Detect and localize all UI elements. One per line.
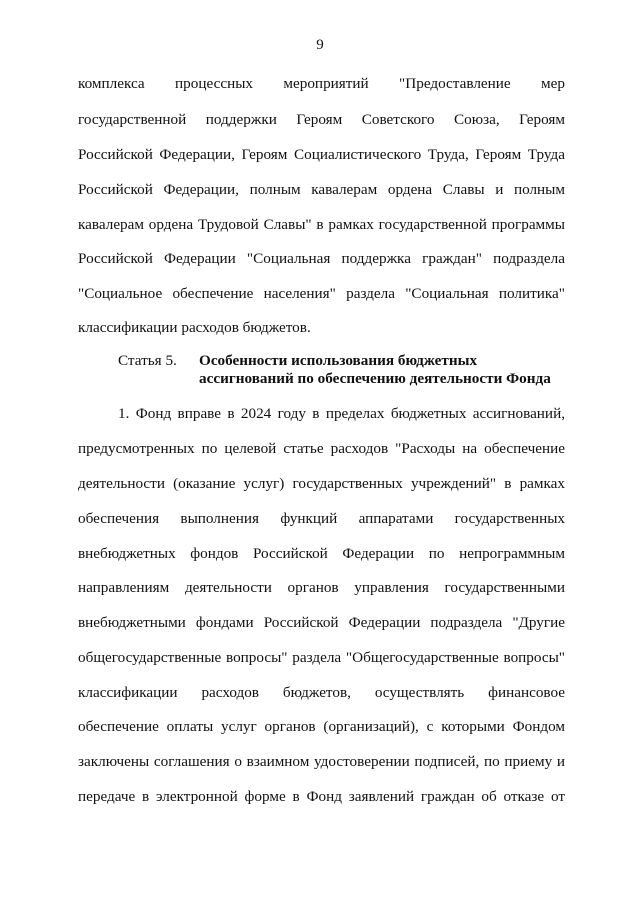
text-line: предусмотренных по целевой статье расходов "Расходы на обеспечение [78, 440, 565, 457]
text-line: направлениям деятельности органов управления государственными [78, 579, 565, 596]
page-number: 9 [316, 37, 324, 53]
article-title-line: ассигнований по обеспечению деятельности Фонда [199, 370, 551, 387]
text-line: комплекса процессных мероприятий "Предоставление мер [78, 75, 565, 92]
text-line: классификации расходов бюджетов, осуществлять финансовое [78, 684, 565, 701]
text-line: государственной поддержки Героям Советского Союза, Героям [78, 111, 565, 128]
text-line: обеспечения выполнения функций аппаратами государственных [78, 510, 565, 527]
text-line: Российской Федерации, полным кавалерам ордена Славы и полным [78, 181, 565, 198]
text-line: классификации расходов бюджетов. [78, 319, 311, 336]
text-line: Российской Федерации, Героям Социалистического Труда, Героям Труда [78, 146, 565, 163]
text-line: общегосударственные вопросы" раздела "Общегосударственные вопросы" [78, 649, 565, 666]
text-line: внебюджетных фондов Российской Федерации по непрограммным [78, 545, 565, 562]
text-line: 1. Фонд вправе в 2024 году в пределах бюджетных ассигнований, [118, 405, 565, 422]
article-title-line: Особенности использования бюджетных [199, 352, 478, 369]
article-title [199, 352, 551, 388]
text-line: "Социальное обеспечение населения" раздела "Социальная политика" [78, 285, 565, 302]
text-line: заключены соглашения о взаимном удостоверении подписей, по приему и [78, 753, 565, 770]
text-line: Российской Федерации "Социальная поддержка граждан" подраздела [78, 250, 565, 267]
text-line: деятельности (оказание услуг) государственных учреждений" в рамках [78, 475, 565, 492]
text-line: внебюджетными фондами Российской Федерации подраздела "Другие [78, 614, 565, 631]
text-line: обеспечение оплаты услуг органов (организаций), с которыми Фондом [78, 718, 565, 735]
article-label: Статья 5. [118, 352, 177, 369]
text-line: кавалерам ордена Трудовой Славы" в рамках государственной программы [78, 216, 565, 233]
text-line: передаче в электронной форме в Фонд заявлений граждан об отказе от [78, 788, 565, 805]
